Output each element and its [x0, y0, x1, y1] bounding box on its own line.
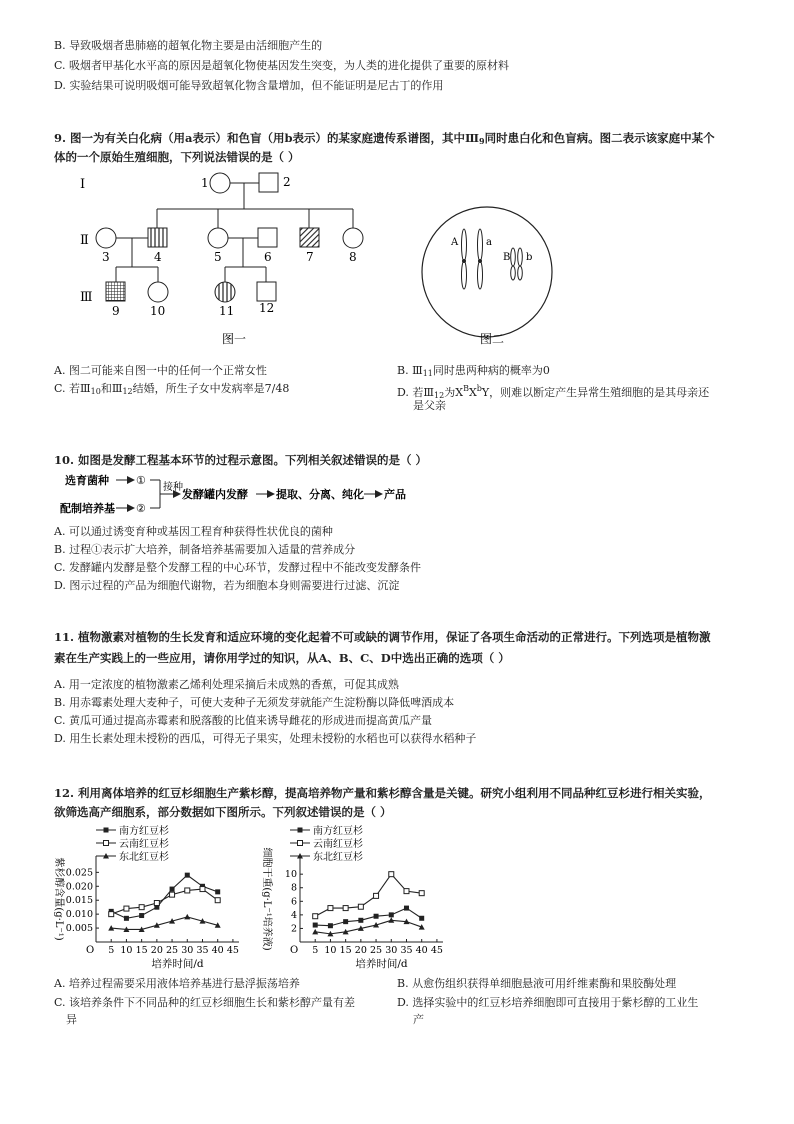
data-point: [313, 923, 318, 928]
q11-option-a: A. 用一定浓度的植物激素乙烯利处理采摘后未成熟的香蕉，可促其成熟: [54, 678, 399, 691]
x-tick-label: 40: [415, 945, 428, 956]
x-tick-label: 15: [339, 945, 352, 956]
data-point: [215, 898, 220, 903]
individual-2: [259, 173, 278, 192]
q10-option-a: A. 可以通过诱变育种或基因工程育种获得性状优良的菌种: [54, 525, 333, 538]
series-line-0: [111, 875, 217, 918]
cell-figure: [420, 200, 560, 350]
chart-paclitaxel-content: [44, 822, 244, 970]
q10-option-c: C. 发酵罐内发酵是整个发酵工程的中心环节，发酵过程中不能改变发酵条件: [54, 561, 422, 574]
x-tick-label: 30: [181, 945, 194, 956]
q11-option-b: B. 用赤霉素处理大麦种子，可使大麦种子无须发芽就能产生淀粉酶以降低啤酒成本: [54, 696, 455, 709]
gen-label-2: Ⅱ: [80, 233, 89, 248]
data-point: [109, 912, 114, 917]
y-axis-title: 细胞干重(g·L⁻¹培养液): [261, 847, 272, 951]
label-2: 2: [283, 175, 291, 189]
fermentation-flowchart: [60, 470, 420, 520]
q12-stem-line1: 12. 利用离体培养的红豆杉细胞生产紫杉醇，提高培养物产量和紫杉醇含量是关键。研究小组利用不同品种红豆杉进行相关实验，: [54, 786, 711, 800]
data-point: [358, 918, 363, 923]
x-tick-label: 45: [226, 945, 239, 956]
data-point: [389, 912, 394, 917]
x-axis-title: 培养时间/d: [355, 958, 408, 970]
x-tick-label: 10: [324, 945, 337, 956]
flow-step-2: ②: [136, 502, 146, 515]
data-point: [343, 919, 348, 924]
label-8: 8: [349, 250, 357, 264]
data-point: [184, 914, 190, 920]
data-point: [139, 913, 144, 918]
data-point: [419, 891, 424, 896]
figure2-caption: 图二: [480, 332, 505, 346]
legend-label-1: 云南红豆杉: [119, 839, 169, 850]
legend-marker-1: [104, 841, 109, 846]
flow-select-strain: 选育菌种: [65, 474, 109, 487]
prev-option-d: D. 实验结果可说明吸烟可能导致超氧化物含量增加，但不能证明是尼古丁的作用: [54, 79, 444, 92]
data-point: [124, 916, 129, 921]
data-point: [419, 916, 424, 921]
individual-12: [257, 282, 276, 301]
q9-option-d-line2: 是父亲: [413, 399, 446, 412]
flow-extraction: 提取、分离、纯化: [276, 488, 364, 501]
chrom-label-b: b: [526, 252, 533, 263]
y-tick-label: 2: [290, 923, 297, 935]
flow-step-1: ①: [136, 474, 146, 487]
individual-7: [300, 228, 319, 247]
origin-label: O: [86, 945, 95, 956]
label-12: 12: [259, 301, 275, 315]
figure1-caption: 图一: [222, 332, 247, 345]
q9-option-d: D. 若$Ⅲ_{12}$为$X^BX^bY$，则难以断定产生异常生殖细胞的是其母亲还: [397, 384, 710, 400]
label-7: 7: [306, 250, 314, 264]
x-tick-label: 20: [150, 945, 163, 956]
x-tick-label: 10: [120, 945, 133, 956]
chart-cell-dry-weight: [248, 822, 448, 970]
individual-8: [343, 228, 363, 248]
q11-option-d: D. 用生长素处理未授粉的西瓜，可得无子果实，处理未授粉的水稻也可以获得水稻种子: [54, 732, 477, 745]
chrom-label-a: a: [486, 237, 492, 248]
individual-1: [210, 173, 230, 193]
label-10: 10: [150, 304, 166, 318]
data-point: [404, 889, 409, 894]
legend-marker-0: [104, 828, 109, 833]
x-tick-label: 25: [166, 945, 179, 956]
individual-11: [215, 282, 235, 302]
q11-option-c: C. 黄瓜可通过提高赤霉素和脱落酸的比值来诱导雌花的形成进而提高黄瓜产量: [54, 714, 433, 727]
data-point: [328, 906, 333, 911]
individual-5: [208, 228, 228, 248]
y-tick-label: 0.005: [65, 923, 93, 935]
q9-stem-line2: 体的一个原始生殖细胞，下列说法错误的是（ ）: [54, 150, 300, 164]
q12-option-c: C. 该培养条件下不同品种的红豆杉细胞生长和紫杉醇产量有差: [54, 996, 356, 1009]
x-tick-label: 40: [211, 945, 224, 956]
legend-label-2: 东北红豆杉: [119, 852, 169, 863]
label-1: 1: [201, 176, 209, 190]
x-tick-label: 45: [430, 945, 443, 956]
q12-option-a: A. 培养过程需要采用液体培养基进行悬浮振荡培养: [54, 977, 300, 990]
q10-stem: 10. 如图是发酵工程基本环节的过程示意图。下列相关叙述错误的是（ ）: [54, 453, 428, 467]
q10-option-b: B. 过程①表示扩大培养，制备培养基需要加入适量的营养成分: [54, 543, 356, 556]
y-tick-label: 8: [290, 882, 297, 894]
prev-option-b: B. 导致吸烟者患肺癌的超氧化物主要是由活细胞产生的: [54, 39, 323, 52]
data-point: [358, 904, 363, 909]
individual-6: [258, 228, 277, 247]
legend-label-1: 云南红豆杉: [313, 839, 363, 850]
y-tick-label: 0.015: [65, 895, 93, 907]
legend-label-2: 东北红豆杉: [313, 852, 363, 863]
x-axis-title: 培养时间/d: [151, 958, 204, 970]
x-tick-label: 35: [196, 945, 209, 956]
q12-option-d: D. 选择实验中的红豆杉培养细胞即可直接用于紫杉醇的工业生: [397, 996, 699, 1009]
label-4: 4: [154, 250, 162, 264]
q9-option-c: C. 若$Ⅲ_{10}$和$Ⅲ_{12}$结婚，所生子女中发病率是7/48: [54, 382, 290, 396]
gen-label-1: Ⅰ: [80, 177, 86, 192]
y-tick-label: 0.010: [65, 909, 93, 921]
q9-option-a: A. 图二可能来自图一中的任何一个正常女性: [54, 364, 267, 377]
x-tick-label: 20: [354, 945, 367, 956]
data-point: [200, 887, 205, 892]
origin-label: O: [290, 945, 299, 956]
y-tick-label: 6: [290, 896, 297, 908]
prev-option-c: C. 吸烟者甲基化水平高的原因是超氧化物使基因发生突变，为人类的进化提供了重要的原材料: [54, 59, 510, 72]
label-11: 11: [219, 304, 235, 318]
data-point: [139, 905, 144, 910]
legend-label-0: 南方红豆杉: [119, 826, 169, 837]
x-tick-label: 25: [370, 945, 383, 956]
flow-product: 产品: [384, 488, 406, 501]
data-point: [185, 888, 190, 893]
individual-10: [148, 282, 168, 302]
data-point: [124, 906, 129, 911]
data-point: [404, 906, 409, 911]
data-point: [170, 892, 175, 897]
q12-option-d-line2: 产: [413, 1013, 424, 1026]
chrom-label-B: B: [503, 252, 511, 263]
data-point: [154, 901, 159, 906]
x-tick-label: 35: [400, 945, 413, 956]
flow-inoculate: 接种: [163, 482, 183, 493]
individual-9: [106, 282, 125, 301]
data-point: [215, 889, 220, 894]
y-tick-label: 0.025: [65, 867, 93, 879]
data-point: [343, 906, 348, 911]
q12-option-c-line2: 异: [66, 1013, 77, 1026]
data-point: [170, 887, 175, 892]
data-point: [328, 923, 333, 928]
data-point: [374, 893, 379, 898]
y-tick-label: 4: [290, 909, 297, 921]
x-tick-label: 5: [108, 945, 115, 956]
legend-marker-1: [298, 841, 303, 846]
q11-stem-line1: 11. 植物激素对植物的生长发育和适应环境的变化起着不可或缺的调节作用，保证了各项生命活动的正常进行。下列选项是植物激: [54, 630, 711, 644]
q11-stem-line2: 素在生产实践上的一些应用，请你用学过的知识，从A、B、C、D中选出正确的选项（ ）: [54, 651, 510, 665]
individual-4: [148, 228, 167, 247]
x-tick-label: 5: [312, 945, 319, 956]
q9-stem-line1: 9. 图一为有关白化病（用a表示）和色盲（用b表示）的某家庭遗传系谱图，其中$Ⅲ_9$同时患白化和色盲病。图二表示该家庭中某个: [54, 131, 715, 146]
flow-prepare-medium: 配制培养基: [60, 502, 115, 515]
y-tick-label: 0.020: [65, 881, 93, 893]
data-point: [374, 914, 379, 919]
data-point: [389, 872, 394, 877]
q9-option-b: B. $Ⅲ_{11}$同时患两种病的概率为0: [397, 364, 550, 378]
x-tick-label: 30: [385, 945, 398, 956]
y-axis-title: 紫杉醇含量(g·L⁻¹): [53, 857, 64, 941]
label-6: 6: [264, 250, 272, 264]
data-point: [185, 873, 190, 878]
pedigree-figure: [70, 165, 400, 345]
q12-option-b: B. 从愈伤组织获得单细胞悬液可用纤维素酶和果胶酶处理: [397, 977, 677, 990]
gen-label-3: Ⅲ: [80, 290, 93, 305]
individual-3: [96, 228, 116, 248]
flow-fermentation: 发酵罐内发酵: [182, 488, 248, 501]
data-point: [313, 914, 318, 919]
q10-option-d: D. 图示过程的产品为细胞代谢物，若为细胞本身则需要进行过滤、沉淀: [54, 579, 400, 592]
y-tick-label: 10: [284, 869, 297, 881]
legend-marker-0: [298, 828, 303, 833]
chrom-label-A: A: [451, 237, 459, 248]
label-5: 5: [214, 250, 222, 264]
x-tick-label: 15: [135, 945, 148, 956]
q12-stem-line2: 欲筛选高产细胞系，部分数据如下图所示。下列叙述错误的是（ ）: [54, 805, 392, 819]
label-3: 3: [102, 250, 110, 264]
label-9: 9: [112, 304, 120, 318]
legend-label-0: 南方红豆杉: [313, 826, 363, 837]
